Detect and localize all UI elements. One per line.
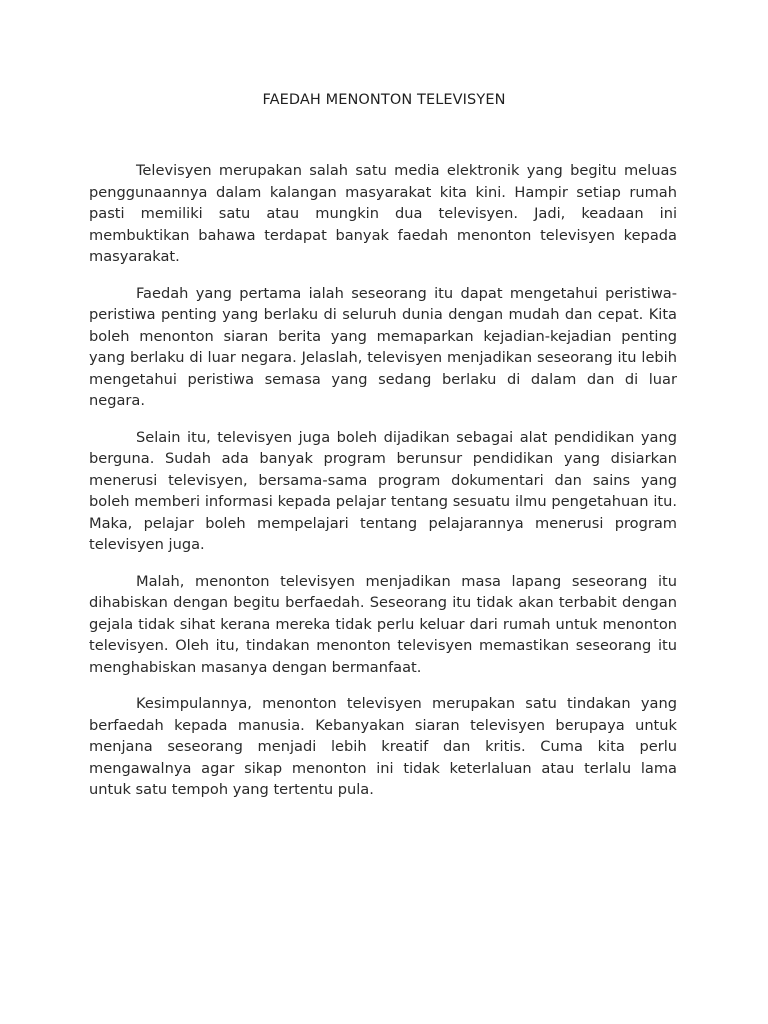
paragraph-introduction: Televisyen merupakan salah satu media elektronik yang begitu meluas penggunaannya dalam kalangan masyarakat kita kini. Hampir setiap rumah pasti memiliki satu atau mungkin dua televisyen. Jadi, keadaan ini membuktikan bahawa terdapat banyak faedah menonton televisyen kepada masyarakat. (89, 162, 677, 265)
paragraph-conclusion: Kesimpulannya, menonton televisyen merupakan satu tindakan yang berfaedah kepada manusia. Kebanyakan siaran televisyen berupaya untuk menjana seseorang menjadi lebih kreatif dan kritis. Cuma kita perlu mengawalnya agar sikap menonton ini tidak keterlaluan atau terlalu lama untuk satu tempoh yang tertentu pula. (89, 695, 677, 798)
paragraph-first-benefit: Faedah yang pertama ialah seseorang itu dapat mengetahui peristiwa-peristiwa penting yang berlaku di seluruh dunia dengan mudah dan cepat. Kita boleh menonton siaran berita yang memaparkan kejadian-kejadian penting yang berlaku di luar negara. Jelaslah, televisyen menjadikan seseorang itu lebih mengetahui peristiwa semasa yang sedang berlaku di dalam dan di luar negara. (89, 284, 677, 409)
paragraph-second-benefit: Selain itu, televisyen juga boleh dijadikan sebagai alat pendidikan yang berguna. Sudah ada banyak program berunsur pendidikan yang disiarkan menerusi televisyen, bersama-sama program dokumentari dan sains yang boleh memberi informasi kepada pelajar tentang sesuatu ilmu pengetahuan itu. Maka, pelajar boleh mempelajari tentang pelajarannya menerusi program televisyen juga. (89, 428, 677, 553)
document-body (89, 160, 677, 816)
document-title: FAEDAH MENONTON TELEVISYEN (262, 92, 506, 108)
paragraph-third-benefit: Malah, menonton televisyen menjadikan masa lapang seseorang itu dihabiskan dengan begitu berfaedah. Seseorang itu tidak akan terbabit dengan gejala tidak sihat kerana mereka tidak perlu keluar dari rumah untuk menonton televisyen. Oleh itu, tindakan menonton televisyen memastikan seseorang itu menghabiskan masanya dengan bermanfaat. (89, 572, 677, 676)
